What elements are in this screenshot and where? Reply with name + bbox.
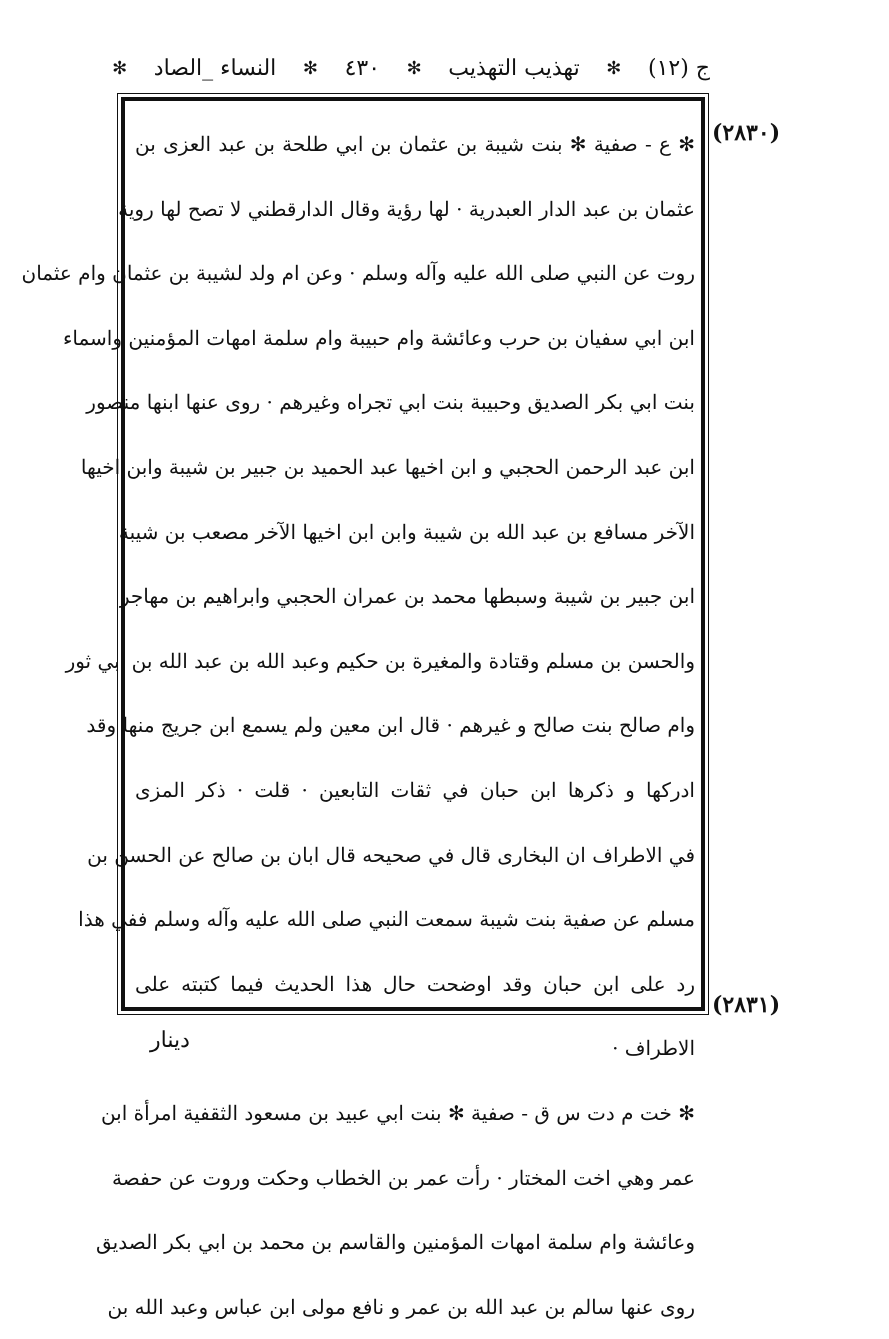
- entry-number: (٢٨٣٠): [712, 120, 781, 146]
- page-number: ٤٣٠: [344, 55, 381, 81]
- text-line: مسلم عن صفية بنت شيبة سمعت النبي صلى الله عليه وآله وسلم ففي هذا: [78, 907, 695, 932]
- text-line: ابن عبد الرحمن الحجبي و ابن اخيها عبد الحميد بن جبير بن شيبة وابن اخيها: [80, 454, 695, 479]
- catchword: دينار: [150, 1028, 190, 1053]
- text-line: ✻ ع - صفية ✻ بنت شيبة بن عثمان بن ابي طلحة بن عبد العزى بن: [135, 132, 695, 156]
- text-line: ابن ابي سفيان بن حرب وعائشة وام حبيبة وام سلمة امهات المؤمنين واسماء: [62, 325, 695, 350]
- main-text: [21, 112, 696, 1339]
- text-line: رد على ابن حبان وقد اوضحت حال هذا الحديث فيما كتبته على: [135, 971, 696, 996]
- text-line: في الاطراف ان البخارى قال في صحيحه قال ابان بن صالح عن الحسن بن: [87, 842, 695, 867]
- text-line: روى عنها سالم بن عبد الله بن عمر و نافع مولى ابن عباس وعبد الله بن: [107, 1294, 695, 1319]
- page-header: [110, 48, 710, 88]
- volume-number: ج (١٢): [647, 55, 710, 81]
- text-line: وعائشة وام سلمة امهات المؤمنين والقاسم بن محمد بن ابي بكر الصديق: [95, 1230, 695, 1255]
- star-ornament-icon: ✻: [406, 57, 422, 79]
- text-line: بنت ابي بكر الصديق وحبيبة بنت ابي تجراه وغيرهم · روى عنها ابنها منصور: [86, 390, 695, 415]
- section-title: النساء _الصاد: [153, 55, 277, 81]
- star-ornament-icon: ✻: [606, 57, 622, 79]
- text-line: ابن جبير بن شيبة وسبطها محمد بن عمران الحجبي وابراهيم بن مهاجر: [119, 584, 695, 609]
- text-line: الآخر مسافع بن عبد الله بن شيبة وابن ابن اخيها الآخر مصعب بن شيبة: [118, 519, 695, 544]
- text-line: عمر وهي اخت المختار · رأت عمر بن الخطاب وحكت وروت عن حفصة: [112, 1165, 695, 1190]
- entry-number: (٢٨٣١): [712, 992, 781, 1018]
- text-line: والحسن بن مسلم وقتادة والمغيرة بن حكيم وعبد الله بن عبد الله بن ابي ثور: [65, 648, 695, 673]
- text-line: ✻ خت م دت س ق - صفية ✻ بنت ابي عبيد بن مسعود الثقفية امرأة ابن: [100, 1100, 695, 1125]
- text-line: روت عن النبي صلى الله عليه وآله وسلم · وعن ام ولد لشيبة بن عثمان وام عثمان: [21, 261, 695, 286]
- star-ornament-icon: ✻: [302, 57, 318, 79]
- text-line: الاطراف ·: [612, 1036, 695, 1061]
- text-line: وام صالح بنت صالح و غيرهم · قال ابن معين ولم يسمع ابن جريج منها وقد: [86, 713, 695, 738]
- star-ornament-icon: ✻: [112, 57, 128, 79]
- text-line: عثمان بن عبد الدار العبدرية · لها رؤية وقال الدارقطني لا تصح لها روية: [118, 196, 695, 221]
- book-title: تهذيب التهذيب: [448, 55, 580, 81]
- text-line: ادركها و ذكرها ابن حبان في ثقات التابعين · قلت · ذكر المزى: [135, 777, 695, 802]
